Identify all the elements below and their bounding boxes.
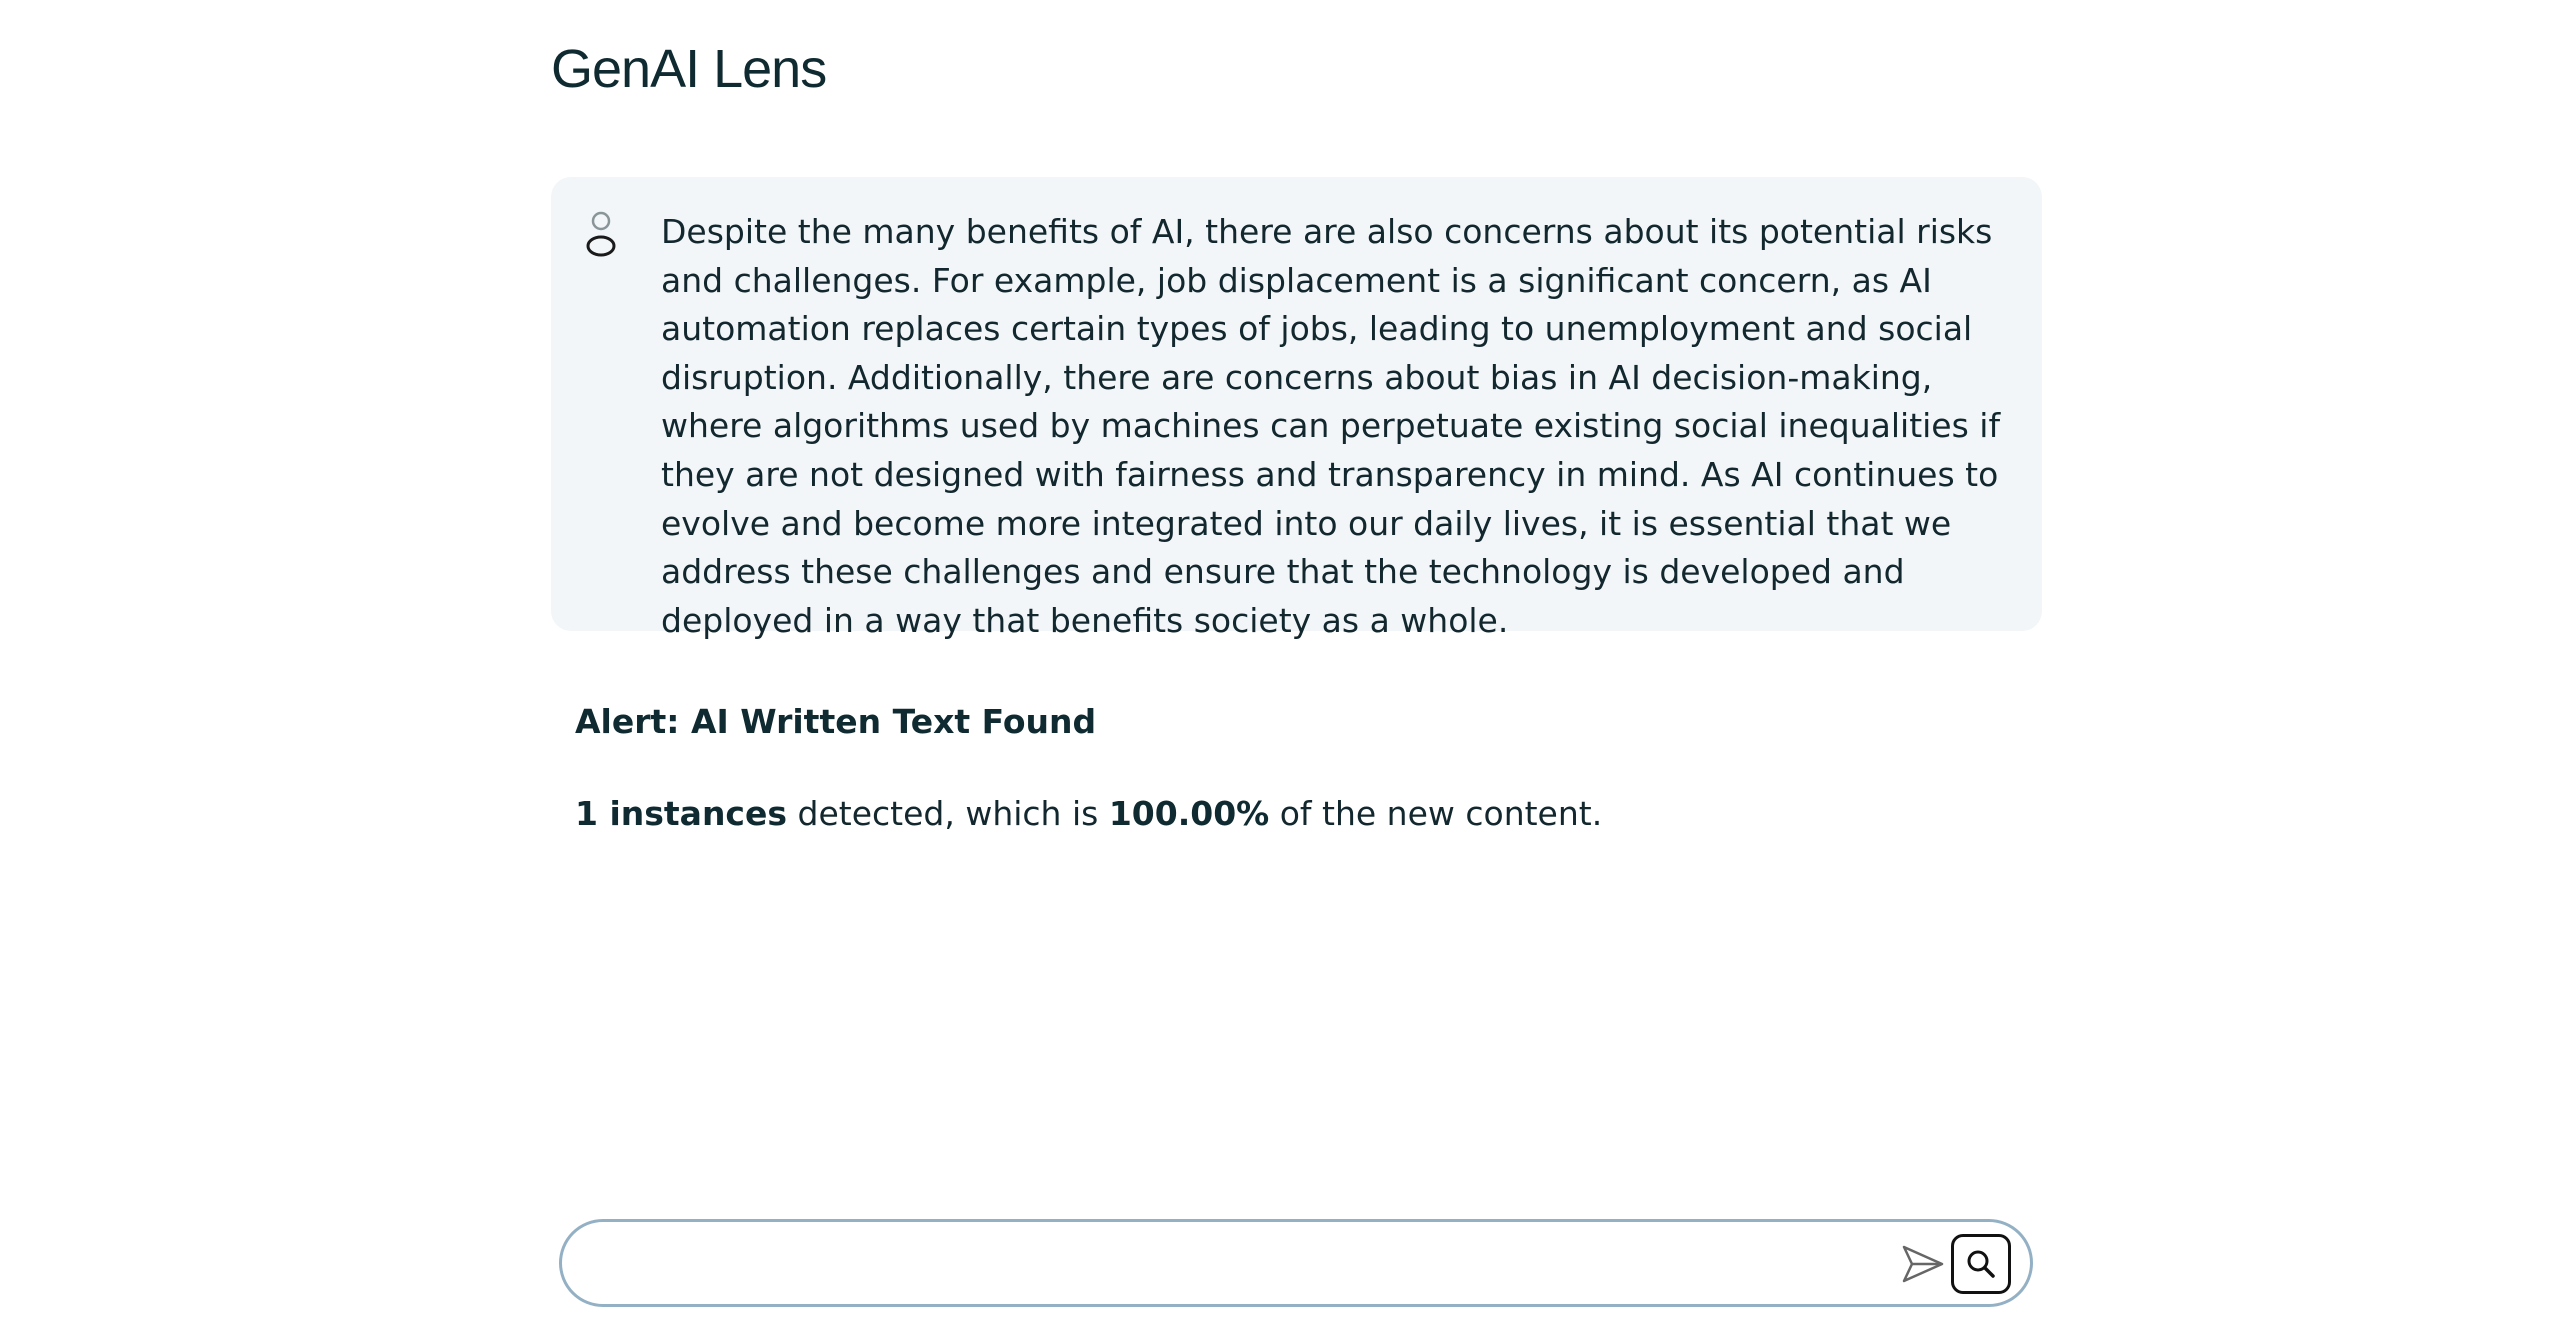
message-text: Despite the many benefits of AI, there are also concerns about its potential risks and challenges. For example, job displacement is a significant concern, as AI automation replaces certain types of jobs, leading to unemployment and social disruption. Additionally, there are concerns about bias in AI decision-making, where algorithms used by machines can perpetuate existing social inequalities if they are not designed with fairness and transparency in mind. As AI continues to evolve and become more integrated into our daily lives, it is essential that we address these challenges and ensure that the technology is developed and deployed in a way that benefits society as a whole. xyxy=(661,212,2001,640)
alert-title: Alert: AI Written Text Found xyxy=(575,702,1097,741)
search-icon xyxy=(1964,1247,1998,1281)
chat-input-bar xyxy=(559,1219,2033,1307)
app-title: GenAI Lens xyxy=(551,39,827,99)
user-icon xyxy=(583,210,619,260)
alert-block xyxy=(575,700,2035,836)
percentage-value: 100.00% xyxy=(1108,794,1270,833)
send-icon[interactable] xyxy=(1901,1242,1945,1286)
scan-button[interactable] xyxy=(1951,1234,2011,1294)
instances-count: 1 instances xyxy=(575,794,788,833)
alert-detail xyxy=(575,792,2035,836)
chat-input[interactable] xyxy=(598,1236,1842,1292)
detected-text: detected, which is xyxy=(787,794,1109,833)
content-suffix: of the new content. xyxy=(1269,794,1603,833)
message-card xyxy=(551,177,2042,640)
